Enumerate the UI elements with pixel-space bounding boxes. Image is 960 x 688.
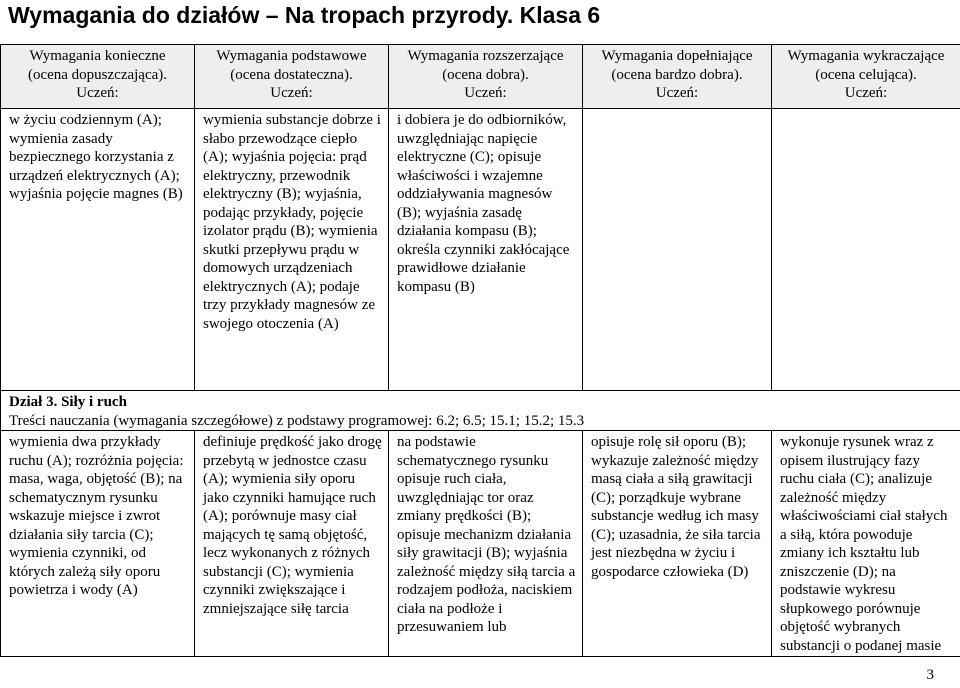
header-grade: (ocena celująca). bbox=[815, 66, 917, 83]
header-grade: (ocena dobra). bbox=[442, 66, 529, 83]
table-row bbox=[1, 109, 960, 391]
header-name: Wymagania podstawowe bbox=[216, 48, 367, 64]
table-cell: wymienia substancje dobrze i słabo przewodzące ciepło (A); wyjaśnia pojęcia: prąd elektryczny, przewodnik elektryczny (B); wyjaśnia, podając przykłady, pojęcie izolator prądu (B); wymienia skutki przepływu prądu w domowych urządzeniach elektrycznych (A); podaje trzy przykłady magnesów ze swojego otoczenia (A) bbox=[195, 109, 389, 391]
table-cell: na podstawie schematycznego rysunku opisuje ruch ciała, uwzględniając tor oraz zmiany prędkości (B); opisuje mechanizm działania siły grawitacji (B); wyjaśnia zależność między siłą tarcia a rodzajem podłoża, naciskiem ciała na podłoże i przesuwaniem lub bbox=[389, 431, 583, 657]
page-number: 3 bbox=[926, 667, 934, 683]
header-row bbox=[1, 45, 960, 109]
header-cell-rozszerzajace bbox=[389, 45, 583, 109]
header-student: Uczeń: bbox=[270, 85, 313, 101]
header-student: Uczeń: bbox=[464, 85, 507, 101]
table-row bbox=[1, 431, 960, 657]
header-cell-dopelniajace bbox=[583, 45, 772, 109]
header-cell-podstawowe bbox=[195, 45, 389, 109]
requirements-table bbox=[0, 44, 960, 657]
section-title: Dział 3. Siły i ruch bbox=[9, 394, 127, 410]
table-cell: wykonuje rysunek wraz z opisem ilustrujący fazy ruchu ciała (C); analizuje zależność między właściwościami ciał stałych a siłą, która powoduje zmiany ich kształtu lub zniszczenie (D); na podstawie wykresu słupkowego porównuje objętość wybranych substancji o podanej masie bbox=[772, 431, 960, 657]
header-student: Uczeń: bbox=[76, 85, 119, 101]
header-grade: (ocena dostateczna). bbox=[230, 66, 353, 83]
table-cell bbox=[583, 109, 772, 391]
header-name: Wymagania dopełniające bbox=[601, 48, 753, 64]
header-name: Wymagania rozszerzające bbox=[407, 48, 564, 64]
header-grade: (ocena dopuszczająca). bbox=[27, 66, 168, 83]
header-name: Wymagania konieczne bbox=[29, 48, 166, 64]
table-cell: i dobiera je do odbiorników, uwzględniając napięcie elektryczne (C); opisuje właściwości i wzajemne oddziaływania magnesów (B); wyjaśnia zasadę działania kompasu (B); określa czynniki zakłócające prawidłowe działanie kompasu (B) bbox=[389, 109, 583, 391]
header-cell-konieczne bbox=[1, 45, 195, 109]
document-title: Wymagania do działów – Na tropach przyrody. Klasa 6 bbox=[8, 2, 601, 28]
table-cell bbox=[772, 109, 960, 391]
section-subtitle: Treści nauczania (wymagania szczegółowe) z podstawy programowej: 6.2; 6.5; 15.1; 15.2; 15.3 bbox=[9, 412, 585, 429]
header-grade: (ocena bardzo dobra). bbox=[611, 66, 743, 83]
section-cell bbox=[1, 391, 960, 431]
section-row bbox=[1, 391, 960, 431]
table-cell: definiuje prędkość jako drogę przebytą w jednostce czasu (A); wymienia siły oporu jako czynniki hamujące ruch (A); porównuje masy ciał mających tę samą objętość, lecz wykonanych z różnych substancji (C); wymienia czynniki zwiększające i zmniejszające siłę tarcia bbox=[195, 431, 389, 657]
header-student: Uczeń: bbox=[844, 85, 888, 101]
header-name: Wymagania wykraczające bbox=[787, 48, 945, 64]
header-student: Uczeń: bbox=[655, 85, 699, 101]
table-cell: wymienia dwa przykłady ruchu (A); rozróżnia pojęcia: masa, waga, objętość (B); na schematycznym rysunku wskazuje miejsce i zwrot działania siły tarcia (C); wymienia czynniki, od których zależą siły oporu powietrza i wody (A) bbox=[1, 431, 195, 657]
header-cell-wykraczajace bbox=[772, 45, 960, 109]
table-cell: w życiu codziennym (A); wymienia zasady bezpiecznego korzystania z urządzeń elektrycznych (A); wyjaśnia pojęcie magnes (B) bbox=[1, 109, 195, 391]
table-cell: opisuje rolę sił oporu (B); wykazuje zależność między masą ciała a siłą grawitacji (C); porządkuje wybrane substancje według ich masy (C); uzasadnia, że siła tarcia jest niezbędna w życiu i gospodarce człowieka (D) bbox=[583, 431, 772, 657]
